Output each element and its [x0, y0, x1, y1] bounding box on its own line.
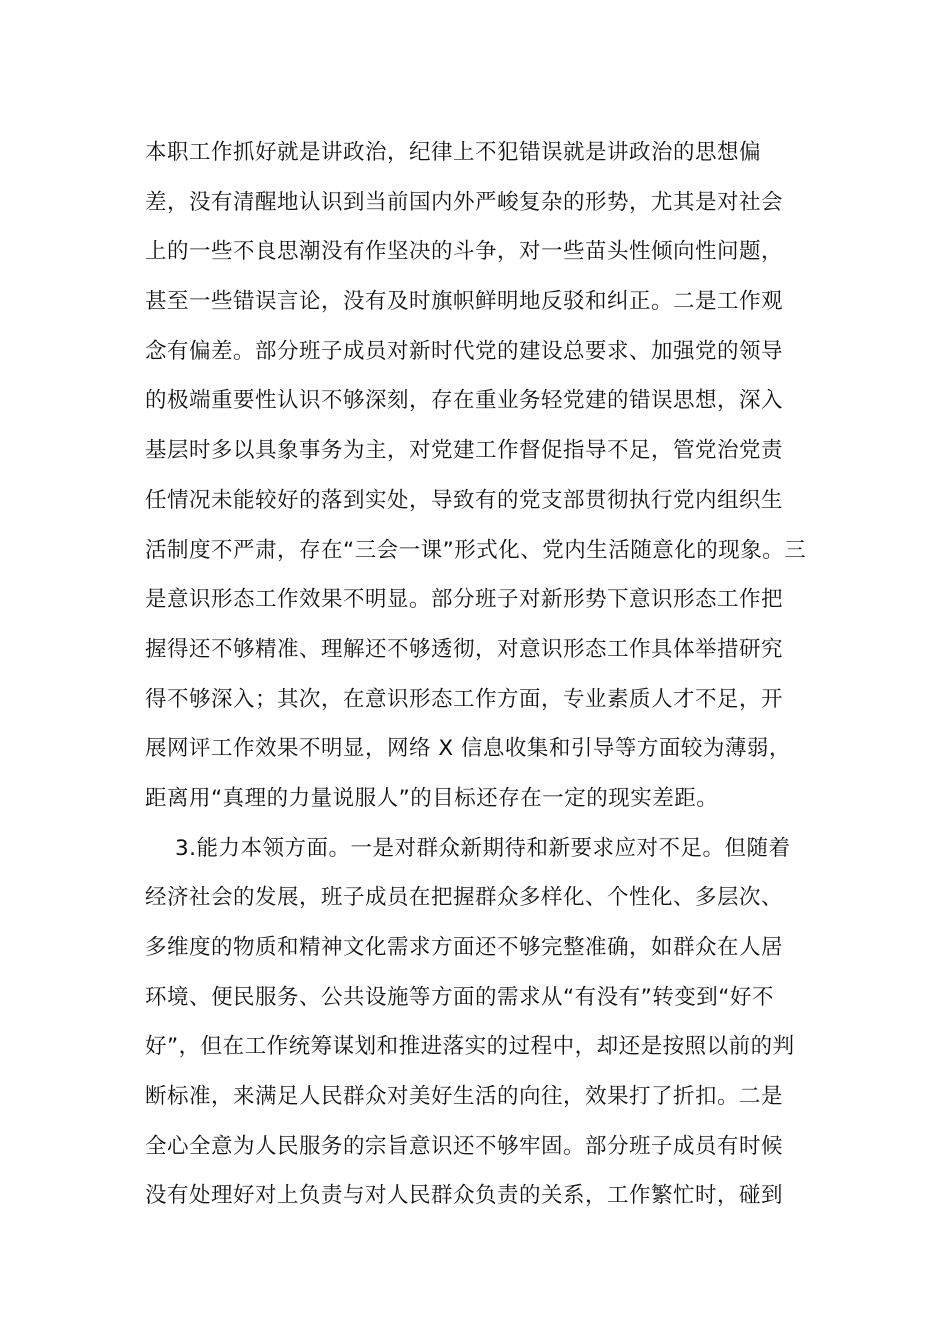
text-line: 差，没有清醒地认识到当前国内外严峻复杂的形势，尤其是对社会: [145, 189, 784, 215]
text-line: 展网评工作效果不明显，网络 X 信息收集和引导等方面较为薄弱，: [145, 736, 791, 762]
text-line: 本职工作抓好就是讲政治，纪律上不犯错误就是讲政治的思想偏: [145, 140, 762, 165]
text-line: 握得还不够精准、理解还不够透彻，对意识形态工作具体举措研究: [145, 636, 784, 662]
text-line: 是意识形态工作效果不明显。部分班子对新形势下意识形态工作把: [145, 587, 784, 613]
text-line: 断标准，来满足人民群众对美好生活的向往，效果打了折扣。二是: [145, 1084, 784, 1110]
text-line: 上的一些不良思潮没有作坚决的斗争，对一些苗头性倾向性问题，: [145, 239, 784, 265]
text-line: 多维度的物质和精神文化需求方面还不够完整准确，如群众在人居: [145, 935, 784, 960]
text-line: 全心全意为人民服务的宗旨意识还不够牢固。部分班子成员有时候: [145, 1133, 784, 1159]
text-line: 活制度不严肃，存在“三会一课”形式化、党内生活随意化的现象。三: [145, 537, 807, 563]
text-line: 任情况未能较好的落到实处，导致有的党支部贯彻执行党内组织生: [145, 487, 784, 513]
text-line: 基层时多以具象事务为主，对党建工作督促指导不足，管党治党责: [145, 438, 784, 464]
text-line: 好”，但在工作统筹谋划和推进落实的过程中，却还是按照以前的判: [145, 1034, 795, 1060]
text-line: 甚至一些错误言论，没有及时旗帜鲜明地反驳和纠正。二是工作观: [145, 289, 784, 315]
text-line: 距离用“真理的力量说服人”的目标还存在一定的现实差距。: [145, 785, 719, 811]
text-line: 念有偏差。部分班子成员对新时代党的建设总要求、加强党的领导: [145, 338, 784, 364]
text-line: 的极端重要性认识不够深刻，存在重业务轻党建的错误思想，深入: [145, 388, 784, 414]
text-line: 没有处理好对上负责与对人民群众负责的关系，工作繁忙时，碰到: [145, 1183, 784, 1209]
text-line: 得不够深入；其次，在意识形态工作方面，专业素质人才不足，开: [145, 686, 784, 712]
body-text: [145, 128, 815, 1221]
paragraph-start-line: 3.能力本领方面。一是对群众新期待和新要求应对不足。但随着: [175, 835, 791, 861]
text-line: 环境、便民服务、公共设施等方面的需求从“有没有”转变到“好不: [145, 984, 774, 1010]
text-line: 经济社会的发展，班子成员在把握群众多样化、个性化、多层次、: [145, 885, 784, 911]
